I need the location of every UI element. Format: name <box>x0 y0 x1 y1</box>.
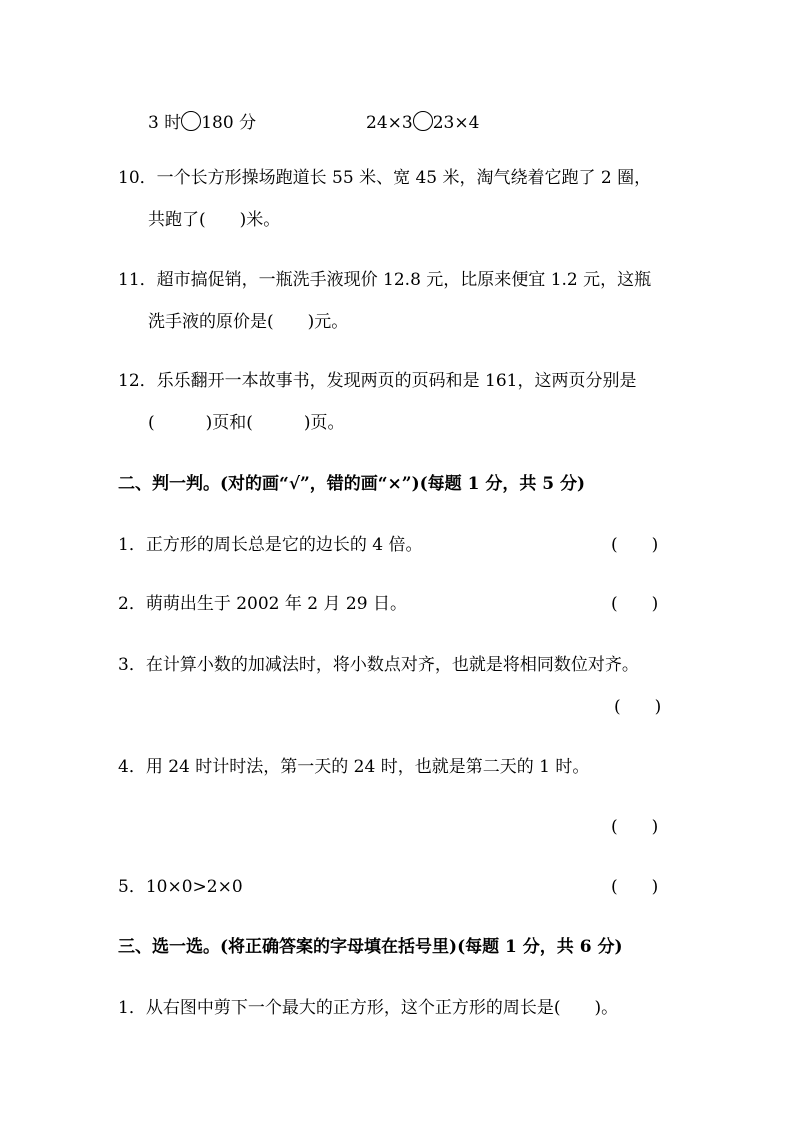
question-11-text: 超市搞促销，一瓶洗手液现价 12.8 元，比原来便宜 1.2 元，这瓶 <box>156 270 652 290</box>
question-11-line2: 洗手液的原价是( )元。 <box>148 312 349 332</box>
judge-item-3-text: 在计算小数的加减法时，将小数点对齐，也就是将相同数位对齐。 <box>145 655 639 675</box>
choice-item-1 <box>118 997 618 1019</box>
choice-item-1-text: 从右图中剪下一个最大的正方形，这个正方形的周长是( )。 <box>145 998 619 1018</box>
judge-item-1-number: 1． <box>118 535 146 555</box>
question-12-text: 乐乐翻开一本故事书，发现两页的页码和是 161，这两页分别是 <box>156 371 637 391</box>
judge-item-3 <box>118 654 639 676</box>
section-3-heading: 三、选一选。(将正确答案的字母填在括号里)(每题 1 分，共 6 分) <box>118 937 623 957</box>
judge-item-1-text: 正方形的周长总是它的边长的 4 倍。 <box>145 535 423 555</box>
question-11-number: 11． <box>118 270 157 290</box>
question-10-line2: 共跑了( )米。 <box>148 210 281 230</box>
judge-item-2-number: 2． <box>118 594 146 614</box>
section-2-heading: 二、判一判。(对的画“√”，错的画“×”)(每题 1 分，共 5 分) <box>118 474 586 494</box>
question-10-number: 10． <box>118 168 157 188</box>
choice-item-1-number: 1． <box>118 998 146 1018</box>
judge-item-1 <box>118 534 422 556</box>
compare-right <box>366 111 479 134</box>
question-12-line2: ( )页和( )页。 <box>148 413 345 433</box>
compare-right-b: 23×4 <box>432 113 480 133</box>
judge-answer-1[interactable]: ( ) <box>611 535 659 555</box>
compare-circle-2[interactable] <box>413 111 433 131</box>
judge-answer-3[interactable]: ( ) <box>614 697 662 717</box>
question-11-line1 <box>118 269 651 291</box>
judge-item-3-number: 3． <box>118 655 146 675</box>
judge-item-4-number: 4． <box>118 757 146 777</box>
judge-item-2 <box>118 593 407 615</box>
judge-answer-5[interactable]: ( ) <box>611 877 659 897</box>
judge-item-2-text: 萌萌出生于 2002 年 2 月 29 日。 <box>145 594 407 614</box>
question-10-text: 一个长方形操场跑道长 55 米、宽 45 米，淘气绕着它跑了 2 圈， <box>156 168 652 188</box>
compare-right-a: 24×3 <box>366 113 413 133</box>
judge-item-5 <box>118 876 243 898</box>
question-12-line1 <box>118 370 637 392</box>
judge-answer-2[interactable]: ( ) <box>611 594 659 614</box>
compare-circle-1[interactable] <box>181 111 201 131</box>
judge-answer-4[interactable]: ( ) <box>611 817 659 837</box>
judge-item-4 <box>118 756 589 778</box>
judge-item-5-number: 5． <box>118 877 146 897</box>
compare-left-a: 3 时 <box>148 113 182 133</box>
judge-item-4-text: 用 24 时计时法，第一天的 24 时，也就是第二天的 1 时。 <box>145 757 590 777</box>
judge-item-5-text: 10×0>2×0 <box>145 877 243 897</box>
compare-left-b: 180 分 <box>201 113 257 133</box>
question-10-line1 <box>118 167 651 189</box>
question-12-number: 12． <box>118 371 157 391</box>
compare-left <box>148 111 256 134</box>
